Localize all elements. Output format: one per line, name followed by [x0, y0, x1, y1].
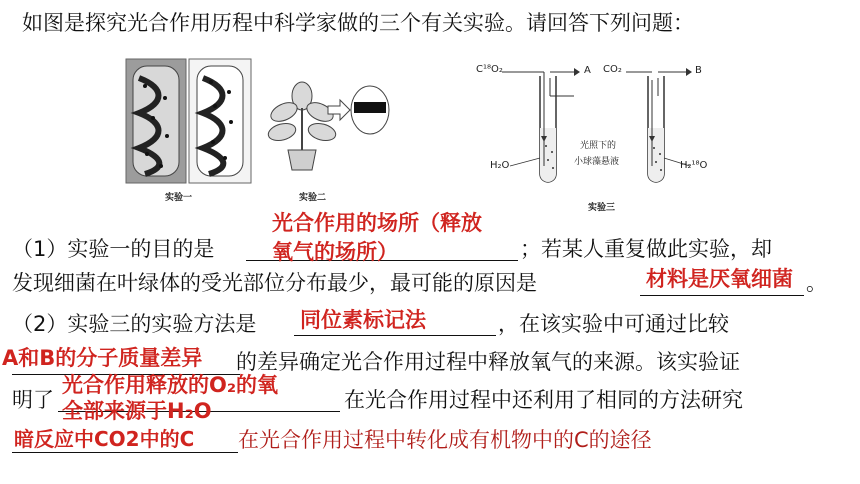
experiment-2-caption: 实验二	[299, 193, 327, 203]
q2-part5: 在光合作用过程中还利用了相同的方法研究	[344, 388, 743, 412]
q2-blank4	[12, 452, 238, 453]
experiment-3-caption: 实验三	[588, 203, 616, 213]
experiment-1-caption: 实验一	[165, 193, 193, 203]
q2-answer3-line1: 光合作用释放的O₂的氧	[62, 373, 279, 397]
tube2-water: H₂¹⁸O	[680, 160, 708, 171]
q2-part3: 的差异确定光合作用过程中释放氧气的来源。该实验证	[236, 350, 740, 374]
middle-note-line2: 小球藻悬液	[574, 157, 620, 167]
q2-answer3-line2: 全部来源于H₂O	[62, 399, 212, 423]
tube2-gas-in: CO₂	[603, 64, 622, 75]
q1-part2: ；若某人重复做此实验，却	[520, 237, 772, 261]
tube1-gas-in: C¹⁸O₂	[476, 64, 503, 75]
experiment-3-figure	[470, 56, 720, 196]
question-intro: 如图是探究光合作用历程中科学家做的三个有关实验。请回答下列问题：	[22, 11, 694, 35]
q1-blank2	[640, 295, 804, 296]
experiment-2-figure	[262, 78, 392, 178]
q1-part3: 发现细菌在叶绿体的受光部位分布最少，最可能的原因是	[12, 271, 537, 295]
tube1-water: H₂O	[490, 160, 510, 171]
q2-answer1: 同位素标记法	[300, 308, 426, 332]
tube2-gas-out: B	[695, 65, 702, 76]
q2-part1: （2）实验三的实验方法是	[12, 312, 257, 336]
q2-answer2: A和B的分子质量差异	[2, 346, 203, 370]
q2-part2: ，在该实验中可通过比较	[498, 312, 729, 336]
q2-part4: 明了	[12, 388, 54, 412]
q2-answer4: 暗反应中CO2中的C	[14, 427, 195, 451]
q1-answer1-line1: 光合作用的场所（释放	[272, 211, 482, 235]
middle-note-line1: 光照下的	[580, 141, 617, 151]
q1-part1: （1）实验一的目的是	[12, 237, 215, 261]
q2-part6: 在光合作用过程中转化成有机物中的C的途径	[238, 428, 652, 452]
q1-period: 。	[806, 271, 827, 295]
tube1-gas-out: A	[584, 65, 591, 76]
q1-answer1-line2: 氧气的场所）	[272, 240, 398, 264]
experiment-1-figure	[125, 58, 255, 186]
q2-blank1	[294, 335, 496, 336]
q1-answer2: 材料是厌氧细菌	[646, 267, 793, 291]
